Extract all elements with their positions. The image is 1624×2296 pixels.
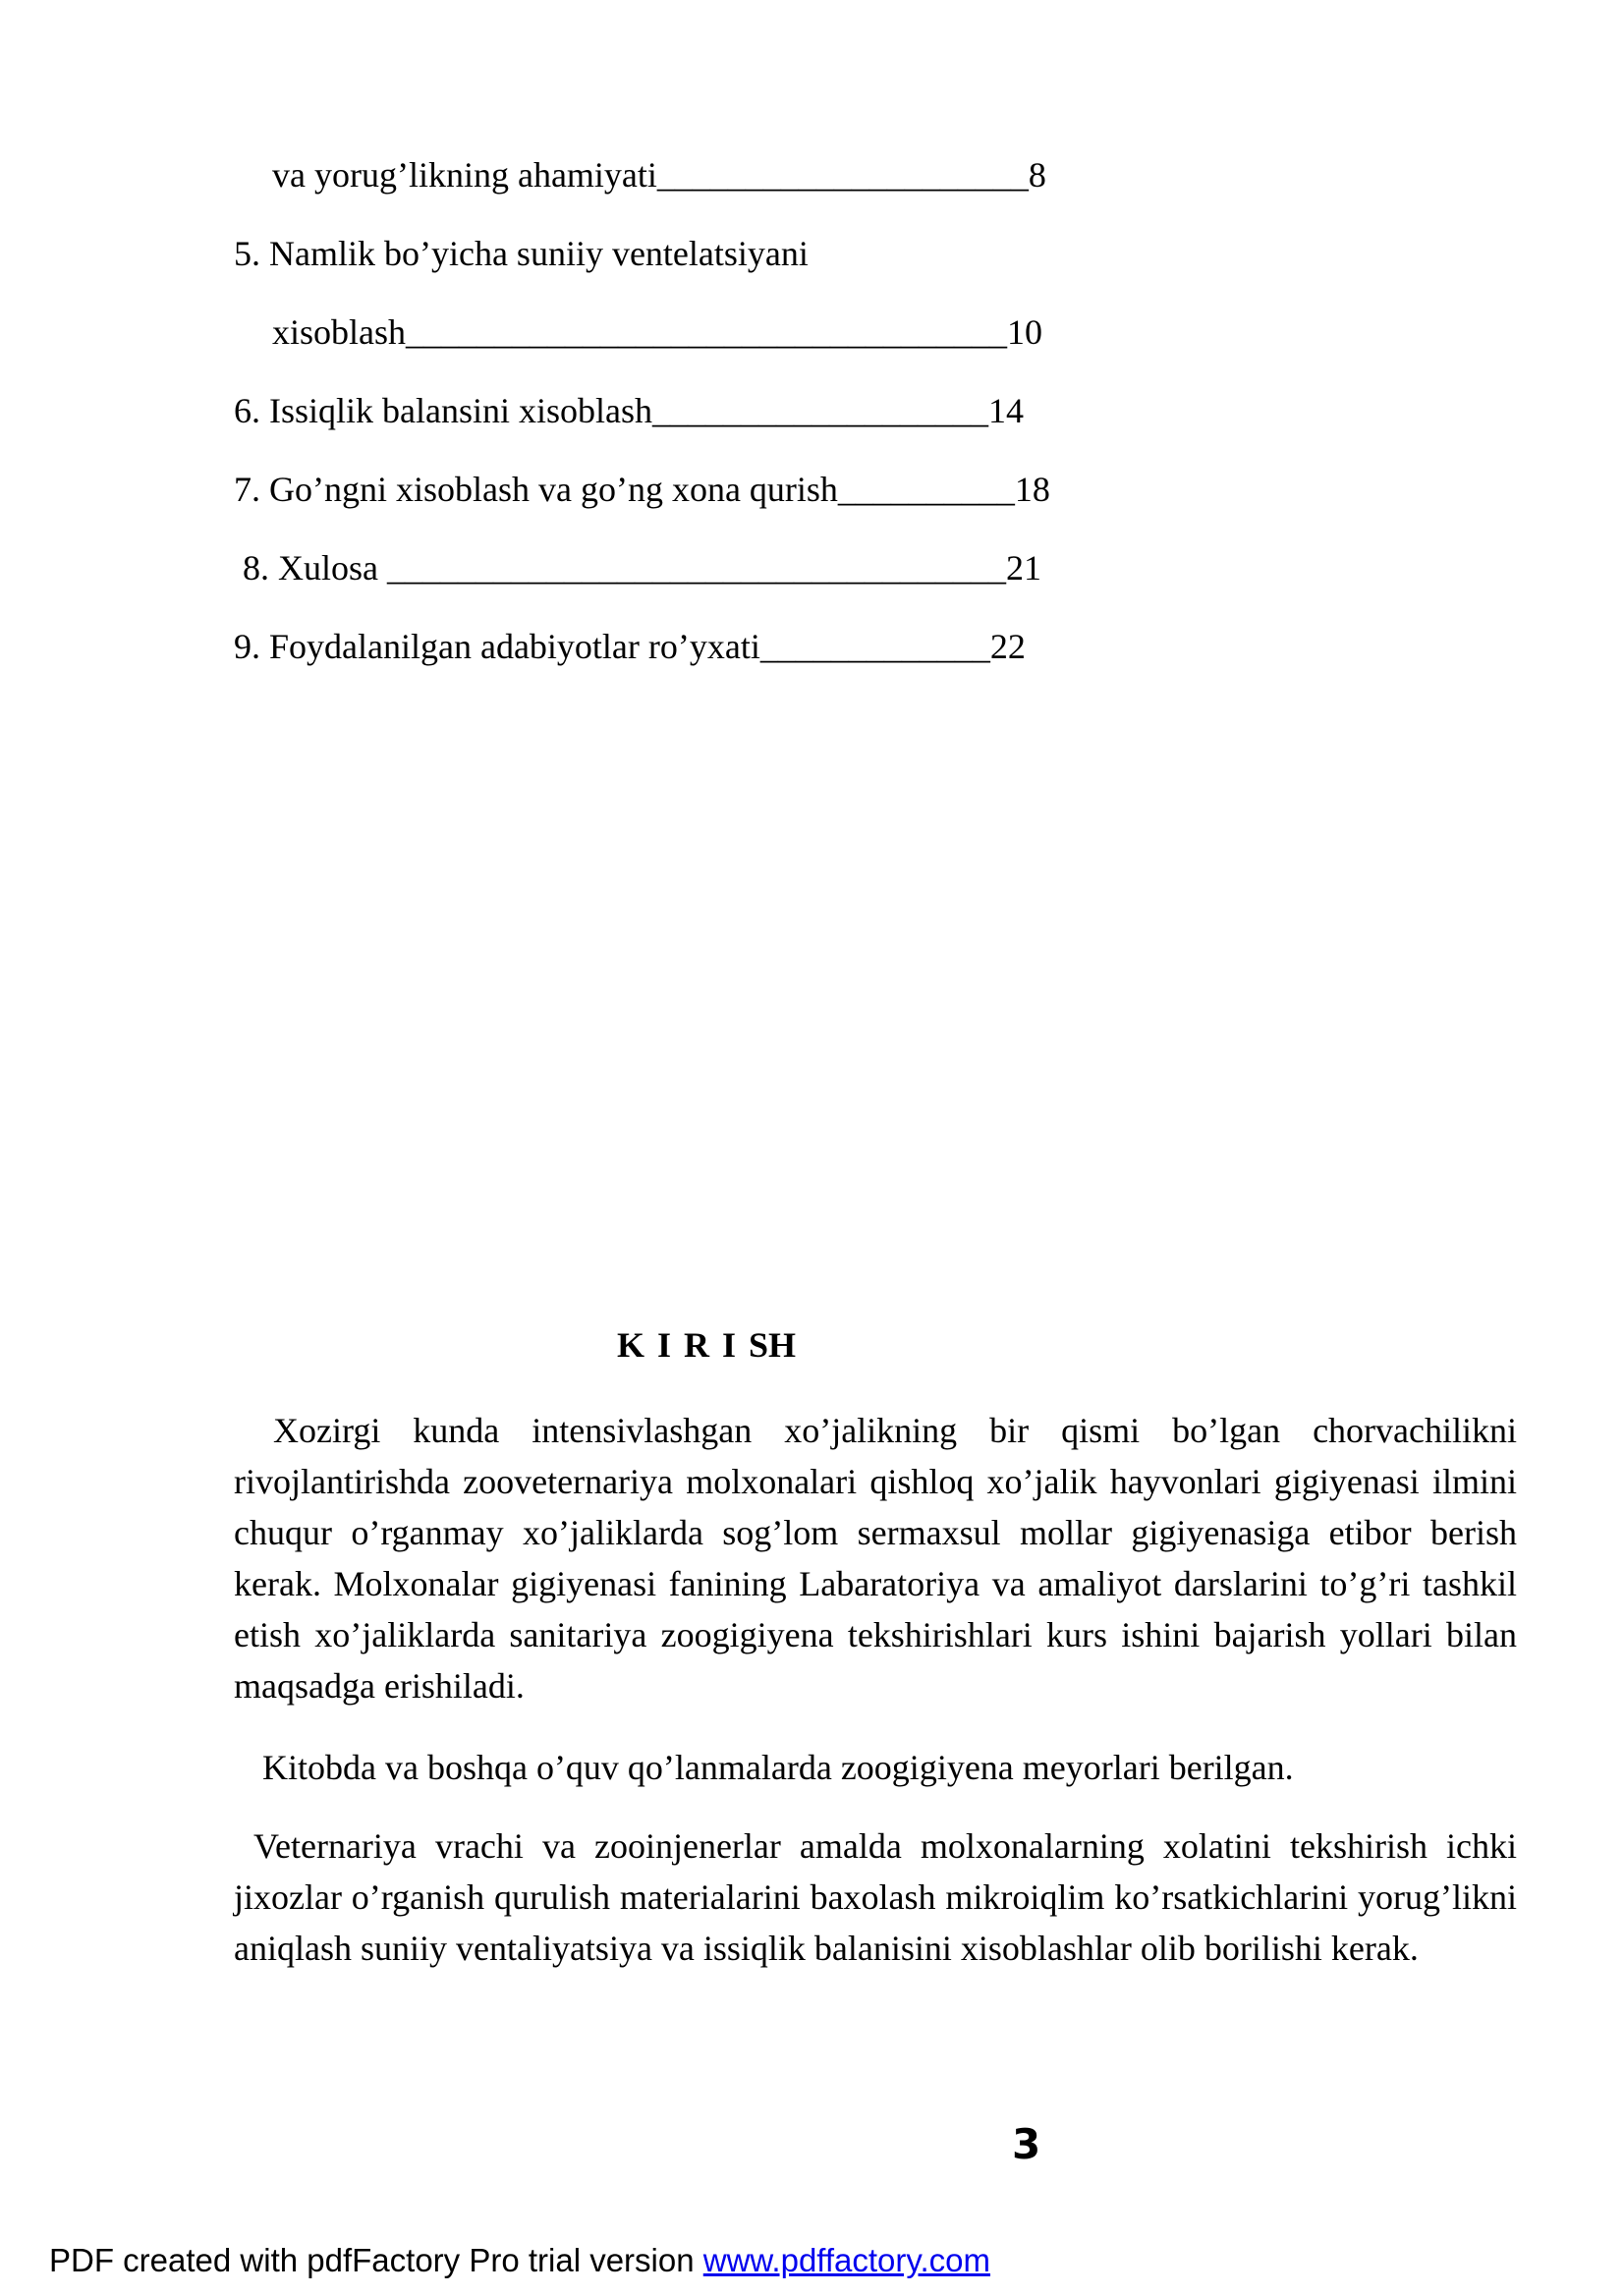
footer-link[interactable]: www.pdffactory.com — [702, 2242, 990, 2278]
toc-entry: 8. Xulosa ___________________________________21 — [234, 548, 1041, 588]
section-heading: K I R I SH — [617, 1325, 797, 1365]
toc-entry: 9. Foydalanilgan adabiyotlar ro’yxati_____________22 — [234, 627, 1026, 666]
paragraph: Veternariya vrachi va zooinjenerlar amalda molxonalarning xolatini tekshirish ichki jixozlar o’rganish qurulish materialarini baxolash mikroiqlim ko’rsatkichlarini yorug’likni aniqlash suniiy ventaliyatsiya va issiqlik balanisini xisoblashlar olib borilishi kerak. — [234, 1826, 1517, 1968]
toc-entry: 5. Namlik bo’yicha suniiy ventelatsiyani — [234, 234, 809, 273]
toc-entry: va yorug’likning ahamiyati_____________________8 — [272, 155, 1046, 195]
page-number: 3 — [1012, 2120, 1041, 2168]
paragraph: Xozirgi kunda intensivlashgan xo’jalikning bir qismi bo’lgan chorvachilikni rivojlantirishda zooveternariya molxonalari qishloq xo’jalik hayvonlari gigiyenasi ilmini chuqur o’rganmay xo’jaliklarda sog’lom sermaxsul mollar gigiyenasiga etibor berish kerak. Molxonalar gigiyenasi fanining Labaratoriya va amaliyot darslarini to’g’ri tashkil etish xo’jaliklarda sanitariya zoogigiyena tekshirishlari kurs ishini bajarish yollari bilan maqsadga erishiladi. — [234, 1411, 1517, 1706]
toc-entry: xisoblash__________________________________10 — [272, 312, 1043, 352]
paragraph: Kitobda va boshqa o’quv qo’lanmalarda zoogigiyena meyorlari berilgan. — [262, 1748, 1294, 1787]
toc-entry: 6. Issiqlik balansini xisoblash___________________14 — [234, 391, 1024, 430]
footer-text: PDF created with pdfFactory Pro trial version — [49, 2242, 703, 2278]
footer — [49, 2242, 990, 2279]
toc-entry: 7. Go’ngni xisoblash va go’ng xona qurish__________18 — [234, 470, 1050, 509]
